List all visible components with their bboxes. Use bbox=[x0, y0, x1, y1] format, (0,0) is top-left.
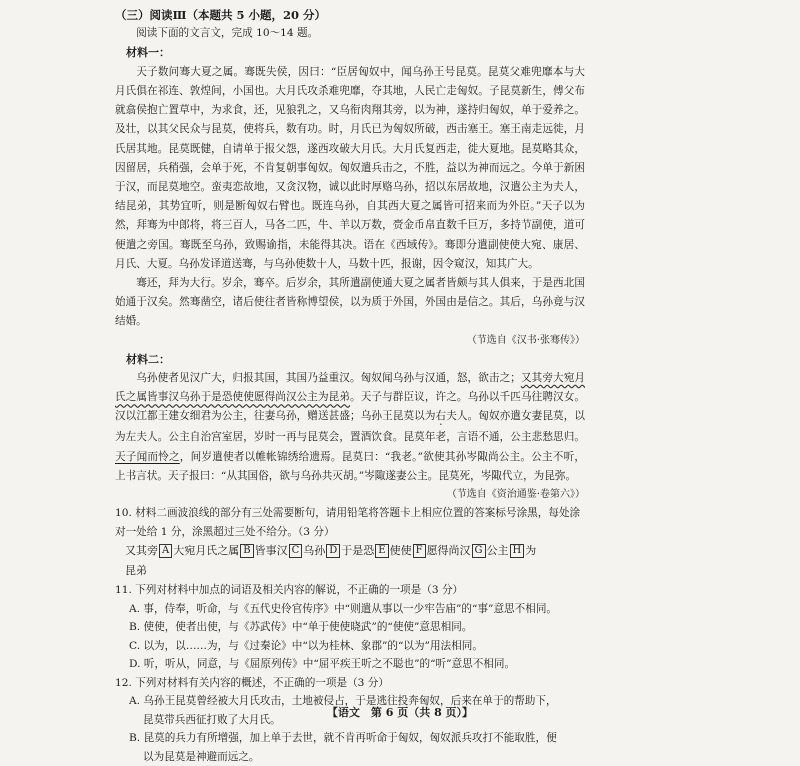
question-11-option-d[interactable]: D. 听，听从，同意，与《屈原列传》中“屈平疾王听之不聪也”的“听”意思不相同。 bbox=[129, 658, 516, 671]
material2-source: （节选自《资治通鉴·卷第六》） bbox=[446, 489, 585, 501]
material2-seg3: 。天子与群臣议，许之。乌孙以千匹马往聘汉女。汉以江都王建女细君为公主，往妻乌孙，赠送甚盛；乌孙王昆莫以为 bbox=[115, 391, 586, 423]
material1-para1: 天子数问骞大夏之属。骞既失侯，因曰：“臣居匈奴中，闻乌孙王号昆莫。昆莫父难兜靡本与大月氏俱在祁连、敦煌间，小国也。大月氏攻杀难兜靡，夺其地，人民亡走匈奴。子昆莫新生，傅父布就翕侯抱亡置草中，为求食，还，见狼乳之，又乌衔肉翔其旁，以为神，遂持归匈奴，单于爱养之。及壮，以其父民众与昆莫，使将兵，数有功。时，月氏已为匈奴所破，西击塞王。塞王南走远徙，月氏居其地。昆莫既健，自请单于报父怨，遂西攻破大月氏。大月氏复西走，徙大夏地。昆莫略其众，因留居，兵稍强，会单于死，不肯复朝事匈奴。匈奴遣兵击之，不胜，益以为神而远之。今单于新困于汉，而昆莫地空。蛮夷恋故地，又贪汉物，诚以此时厚赂乌孙，招以东居故地，汉遣公主为夫人，结昆弟，其势宜听，则是断匈奴右臂也。既连乌孙，自其西大夏之属皆可招来而为外臣。”天子以为然，拜骞为中郎将，将三百人，马各二匹，牛、羊以万数，赍金币帛直数千巨万，多持节副使，道可便遣之旁国。骞既至乌孙，致赐谕指，未能得其决。语在《西域传》。骞即分遣副使使大宛、康居、月氏、大夏。乌孙发译道送骞，与乌孙使数十人，马数十匹，报谢，因令窥汉，知其广大。 bbox=[115, 65, 585, 270]
wavy-underlined-passage: 又其旁大宛月氏之属皆事汉乌孙于是恐使使愿得尚汉公主为昆弟 bbox=[115, 372, 586, 404]
answer-box-b[interactable]: B bbox=[240, 544, 253, 558]
question-11-option-a[interactable]: A. 事，侍奉，听命，与《五代史伶官传序》中“则遣从事以一少牢告庙”的“事”意思不相同。 bbox=[129, 602, 558, 615]
question-10-segmented-line: 又其旁 A 大宛月氏之属 B 皆事汉 C 乌孙 D 于是恐 E 使使 F 愿得尚汉 G 公主 H 为 昆弟 bbox=[125, 544, 537, 578]
answer-box-f[interactable]: F bbox=[413, 544, 426, 558]
material2-seg4: 夫人。匈奴亦遣女妻昆莫，以为左夫人。公主自治宫室居，岁时一再与昆莫会，置酒饮食。昆莫年老，言语不通，公主悲愁思归。 bbox=[115, 410, 586, 444]
material1-heading: 材料一： bbox=[126, 46, 170, 60]
material2-heading: 材料二： bbox=[126, 352, 170, 366]
material2-seg1: 乌孙使者见汉广大，归报其国，其国乃益重汉。匈奴闻乌孙与汉通，怒，欲击之； bbox=[136, 372, 521, 385]
question-11-option-b[interactable]: B. 使使，使者出使，与《苏武传》中“单于使使晓武”的“使使”意思相同。 bbox=[129, 621, 473, 634]
answer-box-c[interactable]: C bbox=[289, 544, 303, 558]
question-12-option-b[interactable]: B. 昆莫的兵力有所增强，加上单于去世，就不肯再听命于匈奴，匈奴派兵攻打不能取胜，便 以为昆莫是神避而远之。 bbox=[129, 732, 557, 763]
reading-section bbox=[115, 6, 585, 766]
answer-box-h[interactable]: H bbox=[510, 544, 525, 558]
question-12-stem: 12. 下列对材料有关内容的概述，不正确的一项是（3 分） bbox=[115, 676, 389, 689]
material1-para2: 骞还，拜为大行。岁余，骞卒。后岁余，其所遣副使通大夏之属者皆颇与其人俱来，于是西北国始通于汉矣。然骞凿空，诸后使往者皆称博望侯，以为质于外国，外国由是信之。其后，乌孙竟与汉结婚。 bbox=[115, 276, 585, 328]
question-10-tail: 昆弟 bbox=[125, 564, 147, 578]
underlined-sentence: 天子闻而怜之 bbox=[115, 450, 180, 463]
section-instruction: 阅读下面的文言文，完成 10～14 题。 bbox=[136, 27, 319, 39]
question-11-stem: 11. 下列对材料中加点的词语及相关内容的解说，不正确的一项是（3 分） bbox=[115, 584, 464, 597]
answer-box-g[interactable]: G bbox=[472, 544, 486, 558]
material1-source: （节选自《汉书·张骞传》） bbox=[466, 334, 585, 346]
question-12-option-a[interactable]: A. 乌孙王昆莫曾经被大月氏攻击，土地被侵占，于是逃往投奔匈奴，后来在单于的帮助下， 昆莫带兵西征打败了大月氏。 bbox=[129, 695, 557, 726]
material2-seg6: ，间岁遣使者以帷帐锦绣给遗焉。昆莫曰：“我老。”欲使其孙岑陬尚公主。公主不听，上书言状。天子报曰：“从其国俗，欲与乌孙共灭胡。”岑陬遂妻公主。昆莫死，岑陬代立，为昆弥。 bbox=[115, 450, 585, 482]
section-title: （三）阅读Ⅲ（本题共 5 小题，20 分） bbox=[115, 8, 327, 22]
answer-box-a[interactable]: A bbox=[159, 544, 172, 558]
question-11-option-c[interactable]: C. 以为，以……为，与《过秦论》中“以为桂林、象郡”的“以为”用法相同。 bbox=[129, 639, 483, 652]
dotted-word: 右 bbox=[435, 410, 447, 423]
answer-box-d[interactable]: D bbox=[326, 544, 340, 558]
material2-text bbox=[115, 369, 585, 486]
answer-box-e[interactable]: E bbox=[375, 544, 388, 558]
question-10-stem: 10. 材料二画波浪线的部分有三处需要断句，请用铅笔将答题卡上相应位置的答案标号涂黑，每处涂对一处给 1 分，涂黑超过三处不给分。（3 分） bbox=[115, 507, 581, 538]
page-footer: 【语文 第 6 页（共 8 页）】 bbox=[326, 706, 474, 719]
